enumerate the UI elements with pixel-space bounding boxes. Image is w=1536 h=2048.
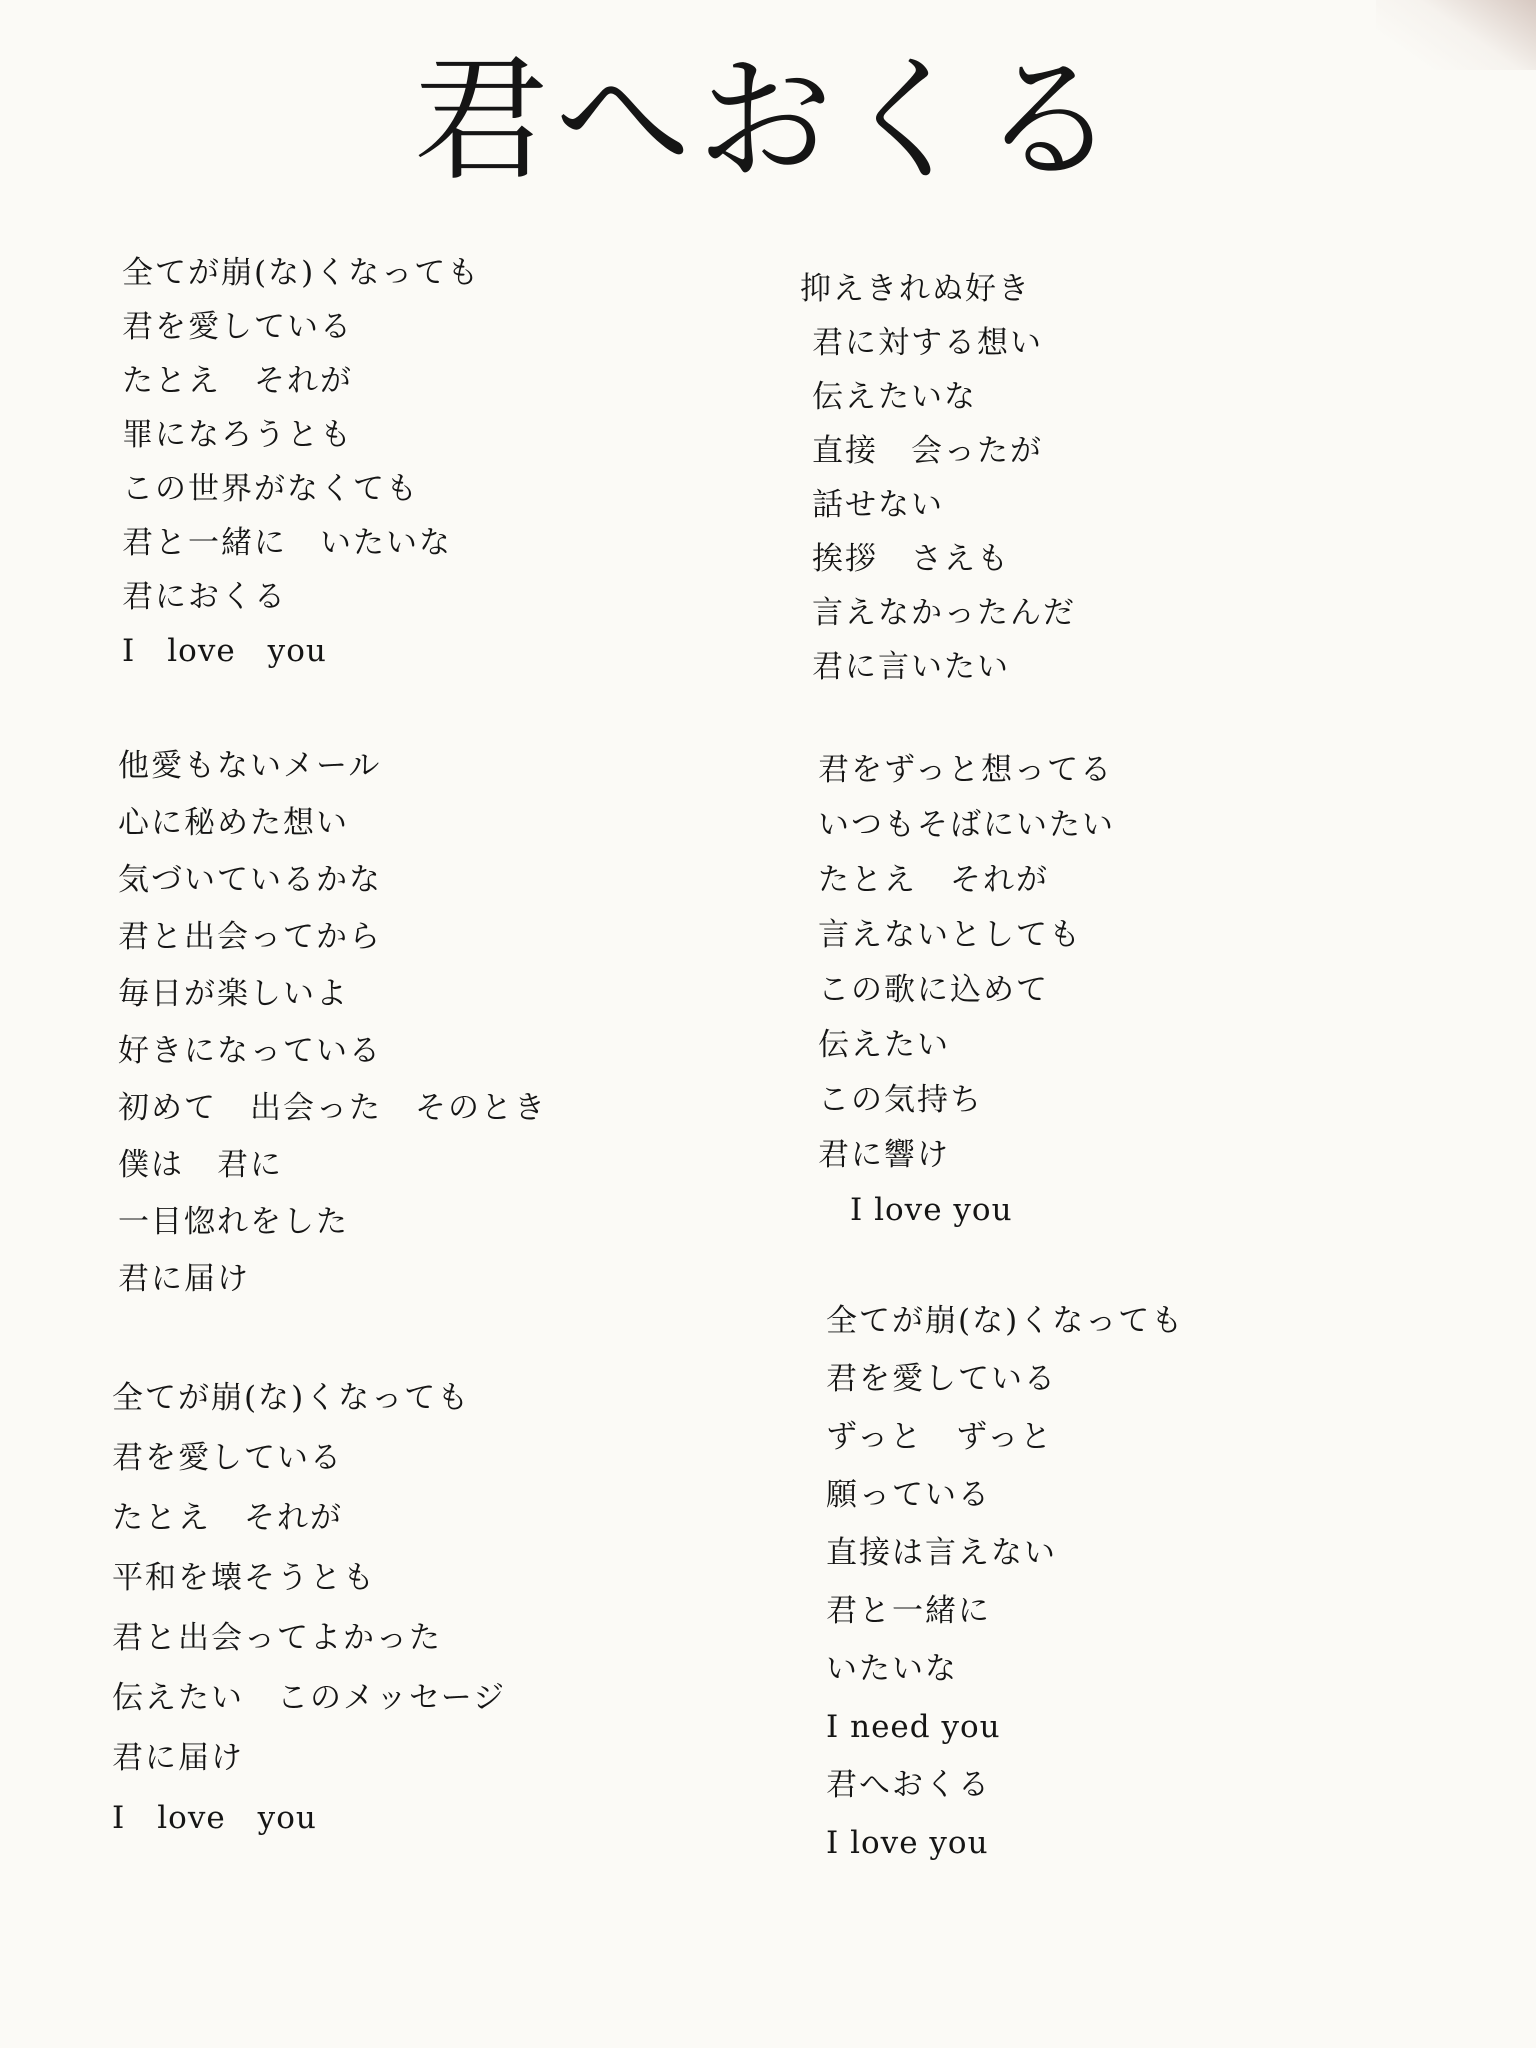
lyric-line: たとえ それが [818, 862, 1049, 898]
lyric-line: 直接は言えない [826, 1535, 1057, 1571]
verse-right-2 [818, 743, 1115, 1238]
lyric-line: 全てが崩(な)くなっても [112, 1380, 471, 1416]
lyric-line: たとえ それが [112, 1500, 343, 1536]
verse-left-1 [122, 246, 480, 678]
lyric-line: いたいな [826, 1651, 958, 1687]
lyric-line: 君を愛している [112, 1440, 343, 1476]
lyric-line: I love you [826, 1825, 989, 1861]
lyric-line: この歌に込めて [818, 972, 1049, 1008]
lyric-line: 君に対する想い [812, 325, 1043, 361]
lyric-line: 君を愛している [122, 309, 353, 345]
lyric-line: 他愛もないメール [118, 748, 382, 784]
lyric-line: I love you [818, 1192, 1013, 1228]
lyric-line: 伝えたい [818, 1027, 950, 1063]
lyric-line: ずっと ずっと [826, 1419, 1054, 1455]
lyric-line: 言えないとしても [818, 917, 1082, 953]
lyric-line: たとえ それが [122, 363, 353, 399]
lyric-line: I love you [112, 1800, 317, 1836]
lyric-line: 罪になろうとも [122, 417, 353, 453]
lyric-line: 心に秘めた想い [118, 805, 349, 841]
lyric-line: 君と一緒に いたいな [122, 525, 452, 561]
lyric-line: 君を愛している [826, 1361, 1057, 1397]
lyric-line: 僕は 君に [118, 1147, 283, 1183]
lyric-line: 君におくる [122, 579, 287, 615]
lyric-line: 毎日が楽しいよ [118, 976, 349, 1012]
lyric-line: 君に響け [818, 1137, 950, 1173]
lyric-line: 君と出会ってよかった [112, 1620, 442, 1656]
verse-left-2 [118, 738, 547, 1308]
lyric-line: I need you [826, 1709, 1001, 1745]
lyric-line: 挨拶 さえも [812, 541, 1010, 577]
verse-right-1 [800, 262, 1076, 694]
lyric-line: 初めて 出会った そのとき [118, 1090, 547, 1126]
verse-left-3 [112, 1368, 506, 1848]
lyric-line: 好きになっている [118, 1033, 382, 1069]
lyric-line: 一目惚れをした [118, 1204, 349, 1240]
lyric-line: I love you [122, 633, 327, 669]
lyric-line: 話せない [812, 487, 944, 523]
lyric-line: 伝えたい このメッセージ [112, 1680, 507, 1716]
lyric-line: 君と一緒に [826, 1593, 991, 1629]
lyric-line: 君と出会ってから [118, 919, 382, 955]
verse-right-3 [826, 1292, 1184, 1872]
lyric-line: 君をずっと想ってる [818, 752, 1114, 788]
lyric-line: 君へおくる [826, 1767, 991, 1803]
lyric-line: 言えなかったんだ [812, 595, 1076, 631]
lyric-line: いつもそばにいたい [818, 807, 1115, 843]
lyric-line: 君に言いたい [812, 649, 1010, 685]
lyric-line: 抑えきれぬ好き [800, 271, 1031, 307]
lyric-line: 伝えたいな [812, 379, 977, 415]
lyric-line: 願っている [826, 1477, 991, 1513]
lyric-line: 気づいているかな [118, 862, 382, 898]
lyric-line: 平和を壊そうとも [112, 1560, 376, 1596]
lyric-line: 全てが崩(な)くなっても [826, 1303, 1185, 1339]
lyric-line: この気持ち [818, 1082, 983, 1118]
lyric-line: この世界がなくても [122, 471, 419, 507]
lyric-line: 全てが崩(な)くなっても [122, 255, 481, 291]
lyric-line: 君に届け [118, 1261, 250, 1297]
song-title: 君へおくる [413, 42, 1123, 200]
lyric-line: 直接 会ったが [812, 433, 1043, 469]
lyric-line: 君に届け [112, 1740, 244, 1776]
